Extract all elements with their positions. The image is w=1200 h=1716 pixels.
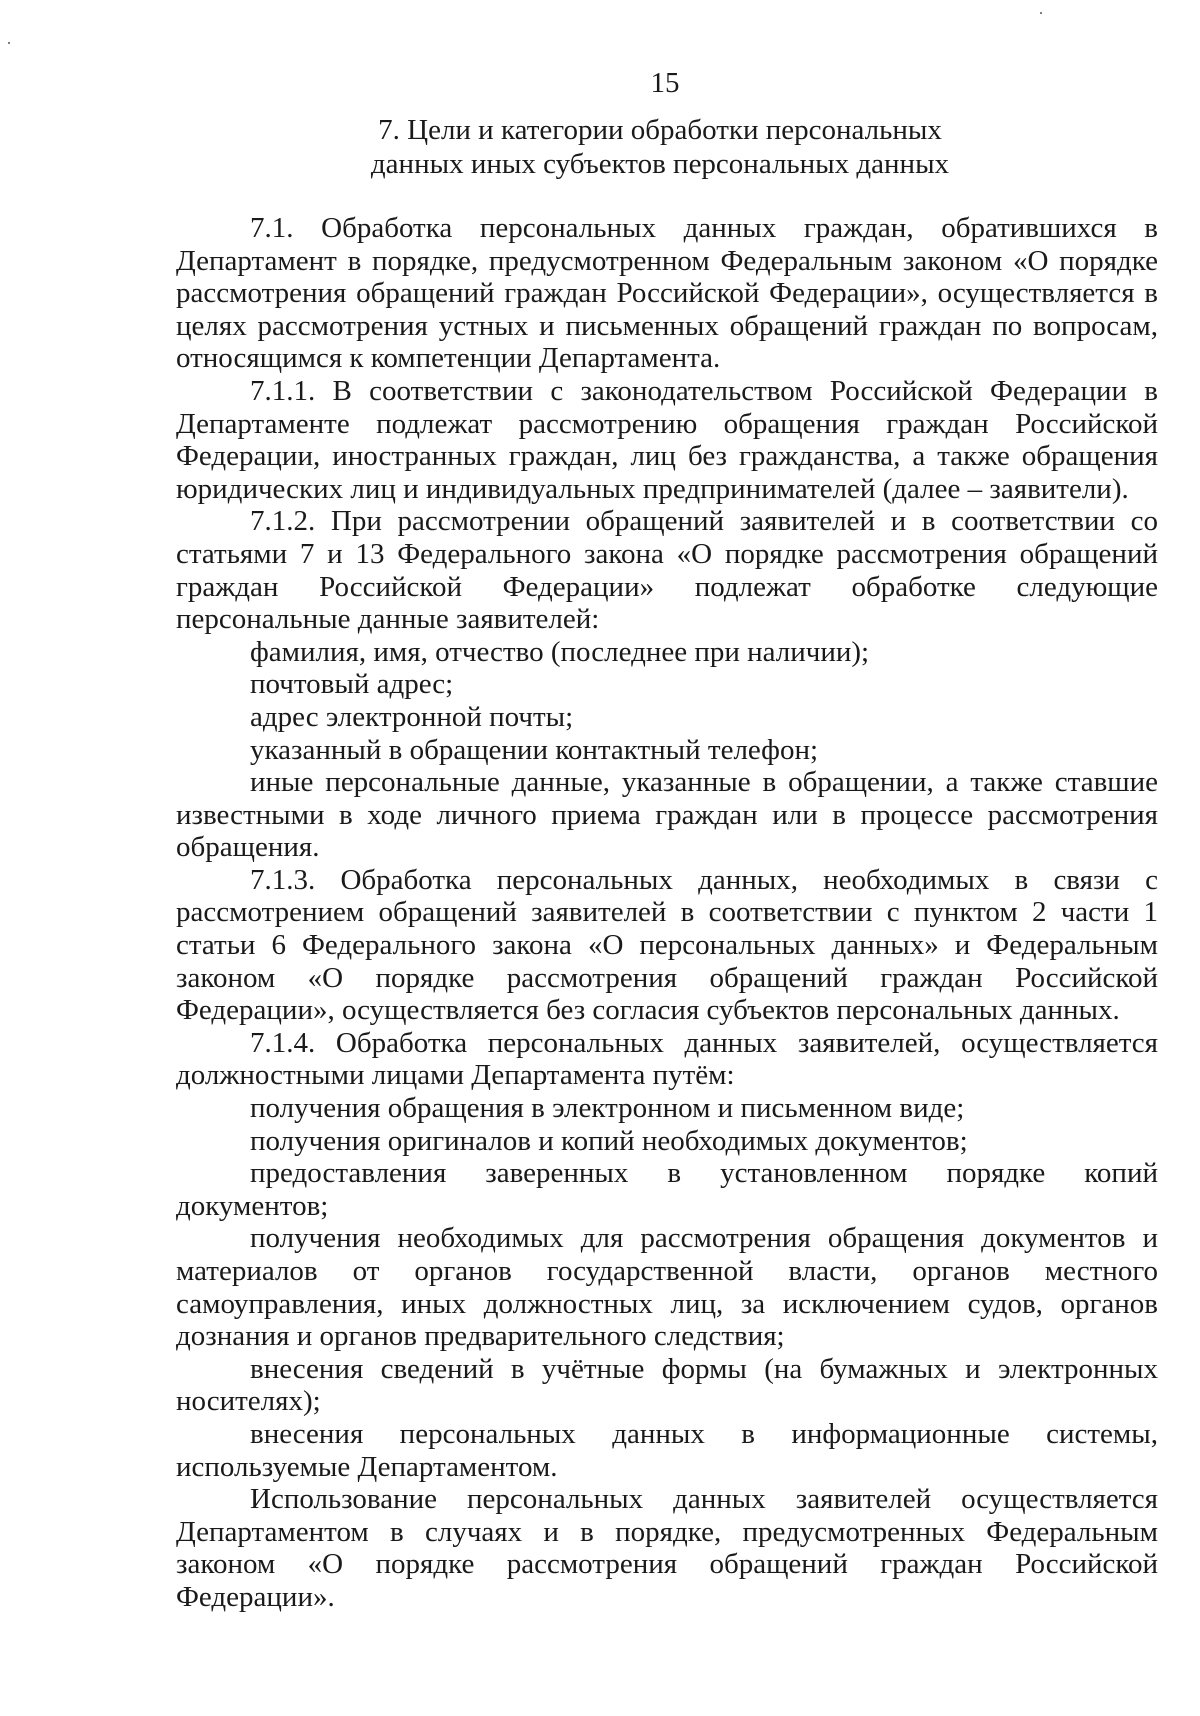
list-item: внесения сведений в учётные формы (на бумажных и электронных носителях);	[176, 1352, 1158, 1418]
list-item: фамилия, имя, отчество (последнее при наличии);	[250, 635, 870, 668]
scan-speck	[1040, 12, 1042, 14]
paragraph-7-1: 7.1. Обработка персональных данных граждан, обратившихся в Департамент в порядке, предусмотренном Федеральным законом «О порядке рассмотрения обращений граждан Российской Федерации», осуществляется в целях рассмотрения устных и письменных обращений граждан по вопросам, относящимся к компетенции Департамента.	[176, 212, 1158, 375]
section-heading-line: данных иных субъектов персональных данных	[370, 148, 950, 180]
list-item: внесения персональных данных в информационные системы, используемые Департаментом.	[176, 1417, 1158, 1483]
list-item: адрес электронной почты;	[250, 700, 574, 733]
paragraph-7-1-1: 7.1.1. В соответствии с законодательством Российской Федерации в Департаменте подлежат рассмотрению обращения граждан Российской Федерации, иностранных граждан, лиц без гражданства, а также обращения юридических лиц и индивидуальных предпринимателей (далее – заявители).	[176, 374, 1158, 505]
paragraph-7-1-3: 7.1.3. Обработка персональных данных, необходимых в связи с рассмотрением обращений заявителей в соответствии с пунктом 2 части 1 статьи 6 Федерального закона «О персональных данных» и Федеральным законом «О порядке рассмотрения обращений граждан Российской Федерации», осуществляется без согласия субъектов персональных данных.	[176, 863, 1158, 1027]
closing-paragraph: Использование персональных данных заявителей осуществляется Департаментом в случаях и в порядке, предусмотренных Федеральным законом «О порядке рассмотрения обращений граждан Российской Федерации».	[176, 1483, 1158, 1613]
list-item: указанный в обращении контактный телефон;	[250, 733, 819, 766]
list-item: предоставления заверенных в установленном порядке копий документов;	[176, 1157, 1158, 1222]
page-number: 15	[650, 67, 680, 99]
list-item: иные персональные данные, указанные в обращении, а также ставшие известными в ходе личного приема граждан или в процессе рассмотрения обращения.	[176, 766, 1158, 864]
list-item: получения необходимых для рассмотрения обращения документов и материалов от органов государственной власти, органов местного самоуправления, иных должностных лиц, за исключением судов, органов дознания и органов предварительного следствия;	[176, 1222, 1158, 1353]
document-body	[176, 212, 1158, 1614]
paragraph-7-1-4: 7.1.4. Обработка персональных данных заявителей, осуществляется должностными лицами Департамента путём:	[176, 1026, 1158, 1092]
section-heading-line: 7. Цели и категории обработки персональных	[378, 114, 942, 146]
list-item: получения оригиналов и копий необходимых документов;	[250, 1124, 968, 1157]
list-item: получения обращения в электронном и письменном виде;	[250, 1092, 965, 1125]
paragraph-7-1-2: 7.1.2. При рассмотрении обращений заявителей и в соответствии со статьями 7 и 13 Федерального закона «О порядке рассмотрения обращений граждан Российской Федерации» подлежат обработке следующие персональные данные заявителей:	[176, 505, 1158, 636]
list-item: почтовый адрес;	[250, 668, 454, 701]
section-heading	[0, 113, 1200, 181]
scan-speck	[8, 42, 10, 44]
